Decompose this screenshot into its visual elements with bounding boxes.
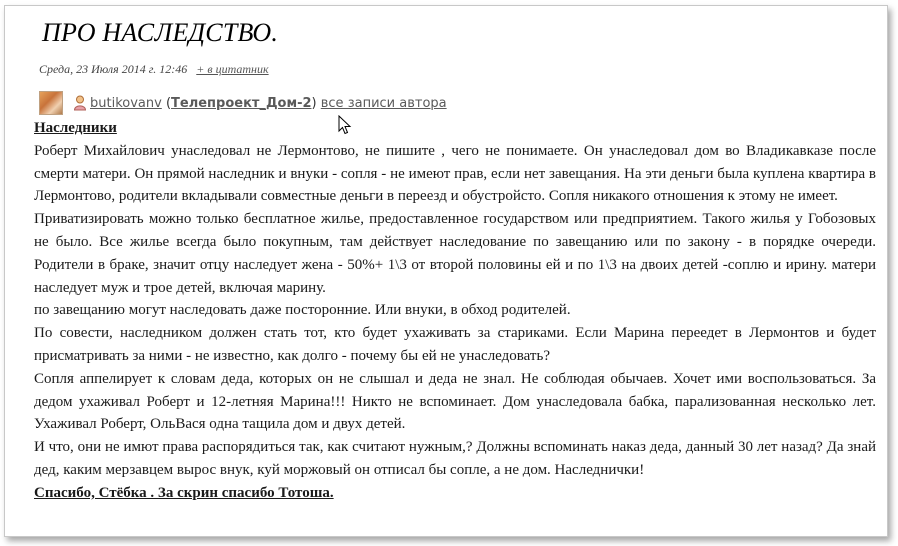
paragraph: По совести, наследником должен стать тот, кто будет ухаживать за стариками. Если Марина переедет в Лермонтов и будет присматривать за ними - не известно, как долго - почему бы ей не унаследовать?: [34, 325, 876, 364]
paragraph: Роберт Михайлович унаследовал не Лермонтово, не пишите , чего не понимаете. Он унаследовал дом во Владикавказе после смерти матери. Он прямой наследник и внуки - сопля - не имеют прав, если нет завещания. На эти деньги была куплена квартира в Лермонтово, родители вкладывали совместные деньги в переезд и обустройсто. Сопля никакого отношения к этому не имеет.: [34, 142, 876, 205]
paragraph: И что, они не имют права распорядиться так, как считают нужным,? Должны вспоминать наказ деда, данный 30 лет назад? Да знай дед, каким мерзавцем вырос внук, куй моржовый он отписал бы сопле, а не дом. Наследнички!: [34, 439, 876, 478]
project-close-paren: ): [311, 95, 321, 111]
post-body: [34, 117, 876, 505]
paragraph: по завещанию могут наследовать даже посторонние. Или внуки, в обход родителей.: [34, 302, 571, 319]
add-to-quotes-link[interactable]: + в цитатник: [196, 62, 269, 76]
thanks-line: Спасибо, Стёбка . За скрин спасибо Тотоша.: [34, 484, 334, 501]
all-author-posts-link[interactable]: все записи автора: [320, 95, 447, 111]
project-open-paren: (: [161, 95, 172, 111]
section-heading: Наследники: [34, 120, 117, 136]
project-link[interactable]: Телепроект_Дом-2: [171, 95, 312, 111]
author-username-link[interactable]: butikovanv: [90, 95, 162, 111]
avatar[interactable]: [39, 91, 63, 115]
author-row: [39, 90, 447, 116]
post-date: Среда, 23 Июля 2014 г. 12:46: [39, 62, 188, 76]
paragraph: Сопля аппелирует к словам деда, которых он не слышал и деда не знал. Не соблюдая обычаев. Хочет ими воспользоваться. За дедом ухаживал Роберт и 12-летняя Марина!!! Никто не вспоминает. Дом унаследовала бабка, парализованная несколько лет. Ухаживал Роберт, ОльВася одна тащила дом и двух детей.: [34, 370, 876, 433]
user-icon: [73, 95, 87, 111]
post-dateline: [39, 62, 269, 77]
post-title: ПРО НАСЛЕДСТВО.: [42, 18, 279, 47]
paragraph: Приватизировать можно только бесплатное жилье, предоставленное государством или предприятием. Такого жилья у Гобозовых не было. Все жилье всегда было покупным, там действует наследование по завещанию или по закону - в порядке очереди. Родители в браке, значит отцу наследует жена - 50%+ 1\3 от второй половины ей и по 1\3 на двоих детей -соплю и ирину. матери наследует муж и трое детей, включая марину.: [34, 211, 876, 296]
